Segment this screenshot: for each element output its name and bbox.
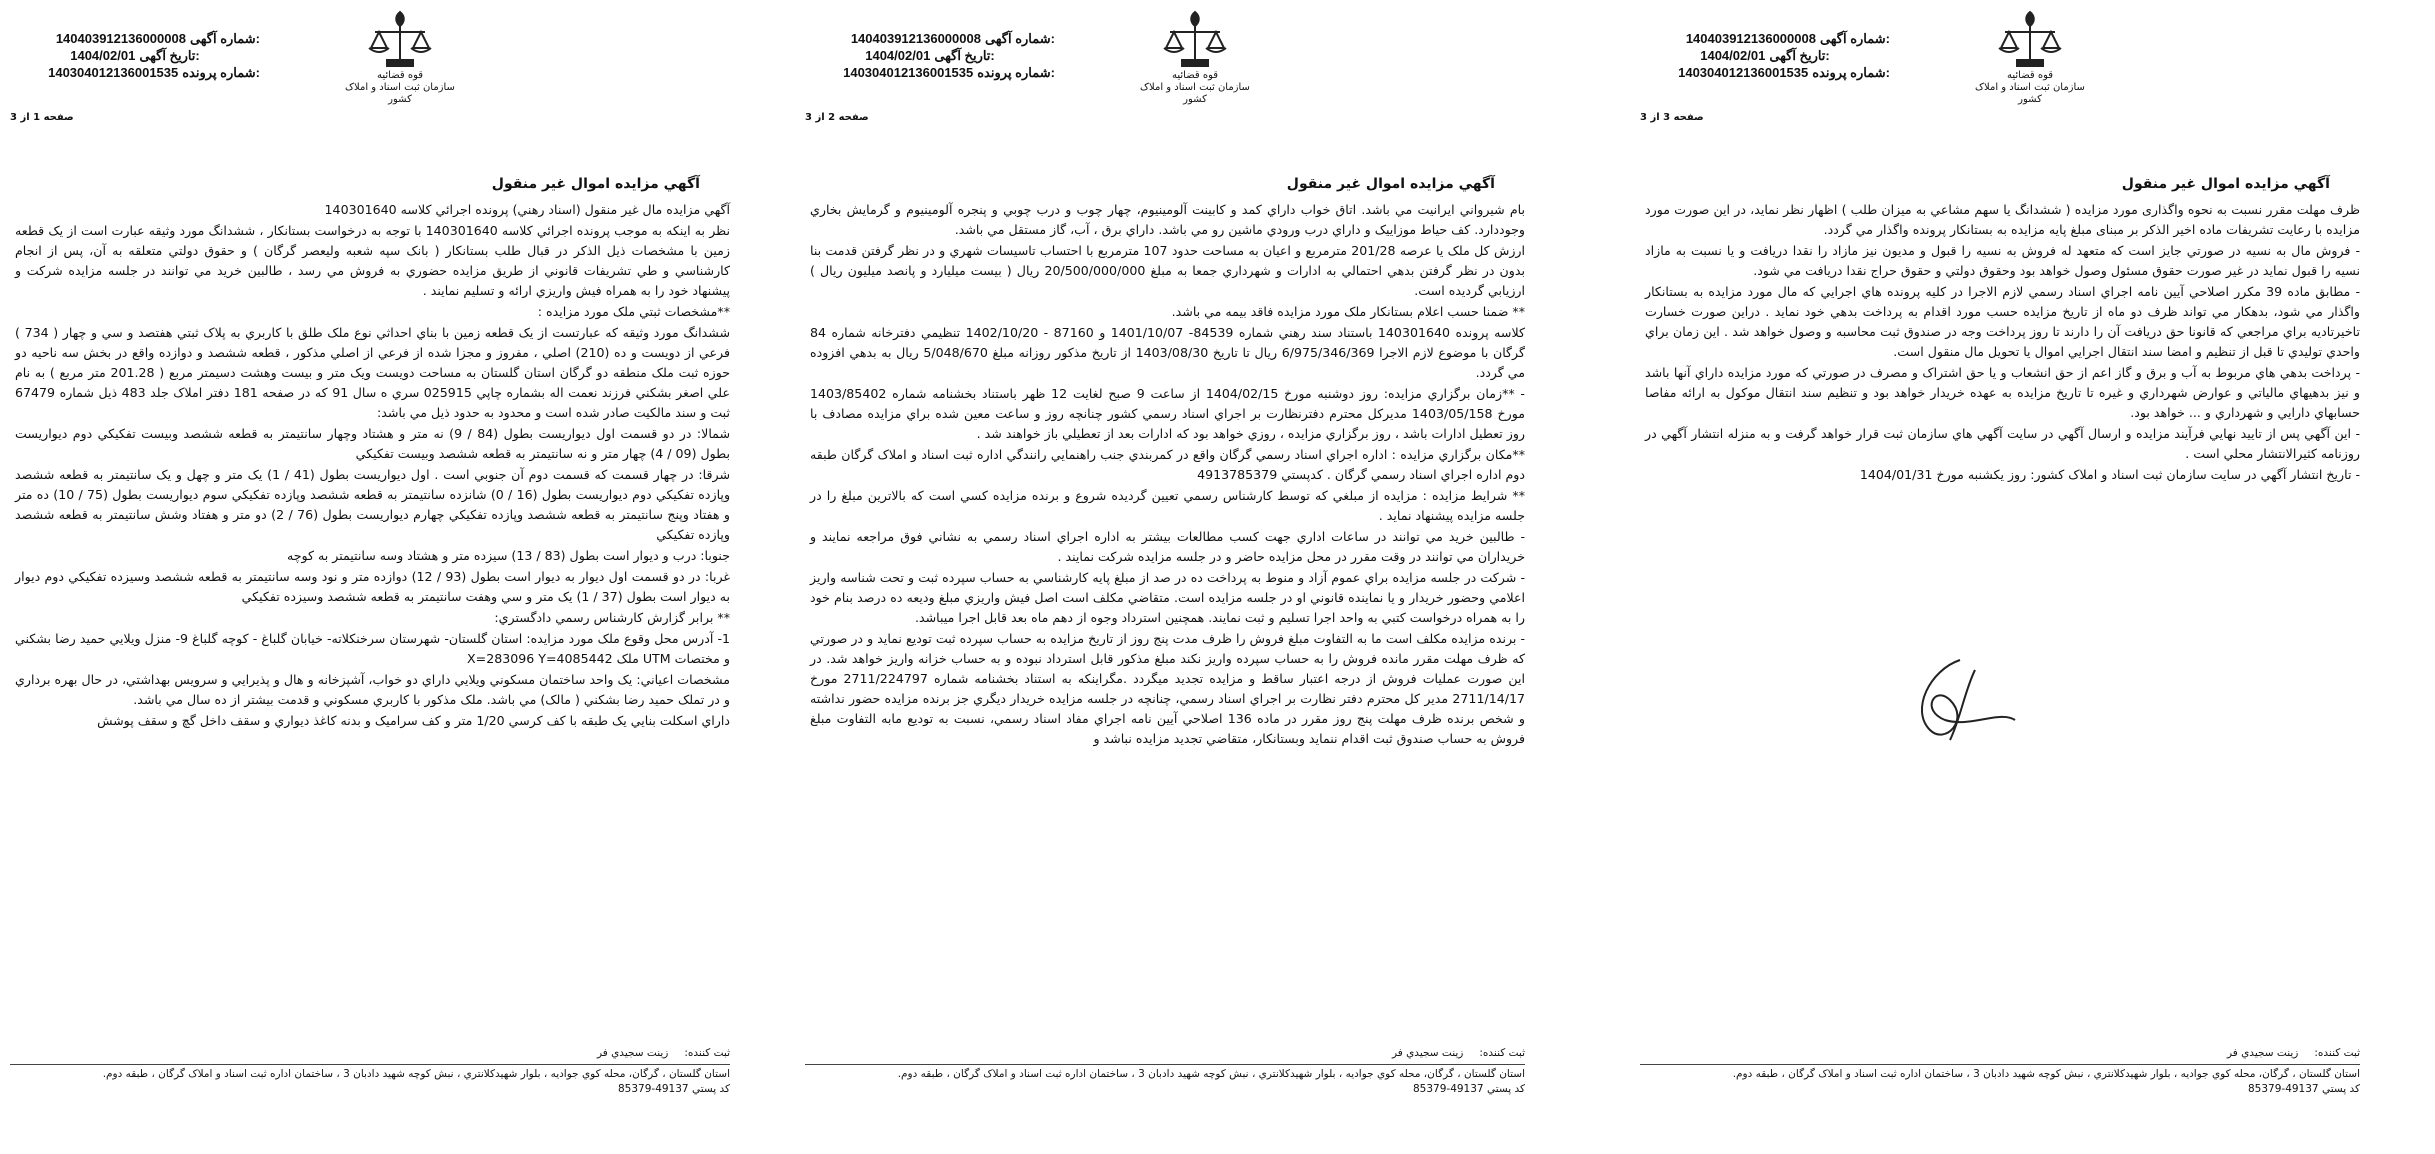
page-title: آگهي مزايده اموال غير منقول	[2121, 176, 2330, 192]
file-number-label: شماره پرونده:	[977, 65, 1055, 80]
ad-date-label: تاریخ آگهی:	[934, 48, 995, 63]
paragraph: شمالا: در دو قسمت اول ديواريست بطول (84 / 9) نه متر و هشتاد وچهار سانتيمتر به قطعه ششصد وبيست تفکيکي دوم ديواريست بطول (09 / 4) چهار متر و نه سانتيمتر به قطعه ششصد وبيست تفکيکي	[15, 426, 731, 461]
paragraph: جنوبا: درب و ديوار است بطول (83 / 13) سيزده متر و هشتاد وسه سانتيمتر به کوچه	[286, 548, 730, 563]
scales-of-justice-icon	[1160, 8, 1230, 70]
ad-number: 140403912136000008	[55, 31, 186, 46]
paragraph: **مکان برگزاري مزايده : اداره اجراي اسناد رسمي گرگان واقع در کمربندي جنب راهنمايي رانندگي اداره ثبت اسناد و املاک گرگان طبقه دوم اداره اجراي اسناد رسمي گرگان . کدپستي 4913785379	[810, 447, 1525, 482]
paragraph: - **زمان برگزاري مزايده: روز دوشنبه مورخ 1404/02/15 از ساعت 9 صبح لغايت 12 ظهر باستناد بخشنامه شماره 1403/85402 مورخ 1403/05/158 مديرکل محترم دفترنظارت بر اجراي اسناد رسمي کشور چنانچه روز و ساعت معين شده براي مزايده مصادف با روز تعطيل ادارات باشد ، روز برگزاري مزايده ، روزي خواهد بود که ادارات بعد از تعطيلي باز خواهند شد .	[810, 386, 1525, 441]
footer-divider	[10, 1064, 730, 1065]
paragraph: - شرکت در جلسه مزايده براي عموم آزاد و منوط به پرداخت ده در صد از مبلغ پايه کارشناسي به حساب سپرده ثبت و تحت شناسه واريز اعلامي وحضور خريدار و يا نماينده قانوني او در جلسه مزايده است. متقاضي مکلف است اصل فيش واريزي مبلغ وديعه ده درصد بنام خود را به همراه درخواست کتبي به واحد اجرا تسليم و ثبت نمايند. همچنين استرداد وجوه از دهم ماه بعد قابل اجرا ميباشد.	[810, 570, 1525, 625]
ad-date-label: تاریخ آگهی:	[1769, 48, 1830, 63]
judiciary-emblem	[1135, 8, 1255, 108]
ad-meta	[805, 30, 1055, 81]
registrar-name: زينت سجيدي فر	[2226, 1047, 2299, 1059]
ad-number-label: شماره آگهی:	[189, 31, 260, 46]
document-page-2	[805, 0, 1525, 1154]
paragraph: 1- آدرس محل وقوع ملک مورد مزايده: استان گلستان- شهرستان سرخنکلاته- خيابان گلباغ - کوچه گلباغ 9- منزل ويلايي حميد رضا بشکني و مختصات UTM ملک X=283096 Y=4085442	[15, 631, 731, 666]
emblem-caption-registry: سازمان ثبت اسناد و املاک کشور	[1975, 82, 2085, 105]
postal-code-label: کد پستي	[691, 1083, 730, 1095]
ad-body	[1645, 200, 2360, 486]
paragraph: - فروش مال به نسيه در صورتي جايز است که متعهد له فروش به نسيه را قبول و مديون نيز مازاد را نقدا دريافت و يا نسبت به مازاد نسيه را قبول نمايد در غير صورت حقوق مسئول وصول خواهد بود وحقوق دولتي و حقوق حراج نقدا دريافت مي شود.	[1645, 243, 2360, 278]
postal-code: 49137-85379	[1412, 1083, 1484, 1095]
page-number: صفحه 3 از 3	[1640, 112, 1704, 123]
office-address: استان گلستان ، گرگان، محله کوي جواديه ، بلوار شهيدکلانتري ، نبش کوچه شهيد دادبان 3 ، ساختمان اداره ثبت اسناد و املاک گرگان ، طبقه دوم.	[1732, 1068, 2360, 1080]
document-page-1	[10, 0, 730, 1154]
signature-icon	[1890, 650, 2030, 760]
paragraph: شرقا: در چهار قسمت که قسمت دوم آن جنوبي است . اول ديواريست بطول (41 / 1) يک متر و چهل و يک سانتيمتر به قطعه ششصد وپازده تفکيکي دوم ديواريست بطول (16 / 0) شانزده سانتيمتر به قطعه ششصد وپازده تفکيکي سوم ديواريست بطول (75 / 10) ده متر و هفتاد وپنج سانتيمتر به قطعه ششصد وپازده تفکيکي چهارم ديواريست بطول (76 / 2) دو متر و هفتاد وشش سانتيمتر به قطعه ششصد وپازده تفکيکي	[15, 467, 731, 542]
ad-number: 140403912136000008	[1685, 31, 1816, 46]
page-number: صفحه 1 از 3	[10, 112, 74, 123]
paragraph: - پرداخت بدهي هاي مربوط به آب و برق و گاز اعم از حق انشعاب و يا حق اشتراک و مصرف در صورتي که مورد مزايده داراي آنها باشد و نيز بدهيهاي مالياتي و عوارض شهرداري و غيره تا تاريخ مزايده به عهده خريدار خواهد بود و تنظيم سند انتقال موکول به ارائه مفاصا حسابهاي دارايي و شهرداري و ... خواهد بود.	[1645, 365, 2360, 420]
postal-code: 49137-85379	[617, 1083, 689, 1095]
registrar-label: ثبت کننده:	[2314, 1047, 2360, 1059]
paragraph: - اين آگهي پس از تاييد نهايي فرآيند مزايده و ارسال آگهي در سايت آگهي هاي سازمان ثبت قرار خواهد گرفت و به منزله انتشار آگهي در روزنامه کثيرالانتشار محلي است .	[1645, 426, 2360, 461]
page-number: صفحه 2 از 3	[805, 112, 869, 123]
postal-code-label: کد پستي	[1486, 1083, 1525, 1095]
paragraph: غربا: در دو قسمت اول ديوار به ديوار است بطول (93 / 12) دوازده متر و نود وسه سانتيمتر به قطعه ششصد وسيزده تفکيکي دوم ديوار به ديوار است بطول (37 / 1) يک متر و سي وهفت سانتيمتر به قطعه ششصد وسيزده تفکيکي	[15, 569, 730, 604]
ad-body	[15, 200, 730, 732]
paragraph: ظرف مهلت مقرر نسبت به نحوه واگذاری مورد مزايده ( ششدانگ يا سهم مشاعي به ميزان طلب ) اظهار نظر نمايد، در اين صورت مورد مزايده با رعايت تشريفات ماده اخير الذکر بر مبنای مبلغ پايه مزايده به بستانکار پرونده واگذار مي گردد.	[1645, 202, 2360, 237]
emblem-caption-registry: سازمان ثبت اسناد و املاک کشور	[345, 82, 455, 105]
office-address: استان گلستان ، گرگان، محله کوي جواديه ، بلوار شهيدکلانتري ، نبش کوچه شهيد دادبان 3 ، ساختمان اداره ثبت اسناد و املاک گرگان ، طبقه دوم.	[102, 1068, 730, 1080]
file-number: 140304012136001535	[843, 65, 974, 80]
registrar-name: زينت سجيدي فر	[1391, 1047, 1464, 1059]
page-title: آگهي مزايده اموال غير منقول	[1286, 176, 1495, 192]
scales-of-justice-icon	[365, 8, 435, 70]
footer-divider	[805, 1064, 1525, 1065]
ad-date: 1404/02/01	[70, 48, 136, 63]
paragraph: ** شرايط مزايده : مزايده از مبلغي که توسط کارشناس رسمي تعيين گرديده شروع و برنده مزايده کسي است که بالاترين مبلغ را در جلسه مزايده پيشنهاد نمايد .	[810, 488, 1525, 523]
paragraph: - تاريخ انتشار آگهي در سايت سازمان ثبت اسناد و املاک کشور: روز يکشنبه مورخ 1404/01/31	[1859, 467, 2360, 482]
postal-code: 49137-85379	[2247, 1083, 2319, 1095]
document-page-3	[1640, 0, 2360, 1154]
registrar-name: زينت سجيدي فر	[596, 1047, 669, 1059]
paragraph: مشخصات اعياني: يک واحد ساختمان مسکوني ويلايي داراي دو خواب، آشپزخانه و هال و پذيرايي و سرويس بهداشتي، در حال بهره برداري و در تملک حميد رضا بشکني ( مالک) مي باشد. ملک مذکور با کاربري مسکوني و قدمت بيشتر از ده سال مي باشد.	[15, 672, 730, 707]
paragraph: آگهي مزايده مال غير منقول (اسناد رهني) پرونده اجرائي کلاسه 140301640	[324, 202, 730, 217]
emblem-caption-judiciary: قوه قضائیه	[2006, 70, 2054, 81]
ad-number: 140403912136000008	[850, 31, 981, 46]
ad-date-label: تاریخ آگهی:	[139, 48, 200, 63]
judiciary-emblem	[340, 8, 460, 108]
ad-meta	[1640, 30, 1890, 81]
registrar-label: ثبت کننده:	[1479, 1047, 1525, 1059]
postal-code-label: کد پستي	[2321, 1083, 2360, 1095]
ad-number-label: شماره آگهی:	[984, 31, 1055, 46]
file-number-label: شماره پرونده:	[182, 65, 260, 80]
paragraph: - مطابق ماده 39 مکرر اصلاحي آيين نامه اجراي اسناد رسمي لازم الاجرا در کليه پرونده هاي اجرايي که مال مورد مزايده به بستانکار واگذار مي شود، بدهکار مي تواند ظرف دو ماه از تاريخ مزايده حسب مورد اقدام به پرداخت بدهي خود نمايد . دراين صورت خسارت تاخيرتاديه براي مراجعي که قانونا حق دريافت آن را دارند تا روز پرداخت وجه در صندوق ثبت محاسبه و وصول خواهد شد . اين زمان براي واحدي توليدي تا قبل از تنظيم و امضا سند انتقال اجرايي اموال يا تحويل مال منقول است.	[1645, 284, 2361, 359]
ad-body	[810, 200, 1525, 750]
emblem-caption-registry: سازمان ثبت اسناد و املاک کشور	[1140, 82, 1250, 105]
office-address: استان گلستان ، گرگان، محله کوي جواديه ، بلوار شهيدکلانتري ، نبش کوچه شهيد دادبان 3 ، ساختمان اداره ثبت اسناد و املاک گرگان ، طبقه دوم.	[897, 1068, 1525, 1080]
paragraph: ارزش کل ملک يا عرصه 201/28 مترمربع و اعيان به مساحت حدود 107 مترمربع با احتساب تاسيسات شهري و در نظر گرفتن قدمت بنا بدون در نظر گرفتن بدهي احتمالي به ادارات و شهرداري جمعا به مبلغ 20/500/000/000 ريال ( بيست ميليارد و پانصد ميليون ريال ) ارزيابي گرديده است.	[810, 243, 1525, 298]
emblem-caption-judiciary: قوه قضائیه	[1171, 70, 1219, 81]
paragraph: - طالبين خريد مي توانند در ساعات اداري جهت کسب مطالعات بيشتر به اداره اجراي اسناد رسمي به نشاني فوق مراجعه نمايند و خريداران مي توانند در وقت مقرر در محل مزايده حاضر و در جلسه مزايده شرکت نمايند .	[810, 529, 1525, 564]
emblem-caption-judiciary: قوه قضائیه	[376, 70, 424, 81]
paragraph: **مشخصات ثبتي ملک مورد مزايده :	[537, 304, 730, 319]
page-footer	[10, 1046, 730, 1097]
page-footer	[805, 1046, 1525, 1097]
paragraph: ** برابر گزارش کارشناس رسمي دادگستري:	[494, 610, 730, 625]
ad-number-label: شماره آگهی:	[1819, 31, 1890, 46]
paragraph: کلاسه پرونده 140301640 باستناد سند رهني شماره 84539- 1401/10/07 و 87160 - 1402/10/20 تنظيمي دفترخانه شماره 84 گرگان با موضوع لازم الاجرا 6/975/346/369 ريال تا تاريخ 1403/08/30 از تاريخ مذکور روزانه مبلغ 5/048/670 ريال به بدهي افزوده مي گردد.	[810, 325, 1525, 380]
page-title: آگهي مزايده اموال غير منقول	[491, 176, 700, 192]
paragraph: داراي اسکلت بنايي يک طبقه با کف کرسي 1/20 متر و کف سراميک و بدنه کاغذ ديواري و سقف داخل گچ و سقف پوشش	[97, 713, 730, 728]
file-number: 140304012136001535	[1678, 65, 1809, 80]
ad-date: 1404/02/01	[1700, 48, 1766, 63]
judiciary-emblem	[1970, 8, 2090, 108]
file-number-label: شماره پرونده:	[1812, 65, 1890, 80]
scales-of-justice-icon	[1995, 8, 2065, 70]
paragraph: بام شيرواني ايرانيت مي باشد. اتاق خواب داراي کمد و کابينت آلومينيوم، چهار چوب و درب چوبي و پنجره آلومينيوم و گرمايش بخاري وجوددارد. کف حياط موزاييک و داراي درب ورودي ماشين رو مي باشد. داراي برق ، آب، گاز مستقل مي باشد.	[810, 202, 1525, 237]
paragraph: ** ضمنا حسب اعلام بستانکار ملک مورد مزايده فاقد بيمه مي باشد.	[1171, 304, 1525, 319]
paragraph: ششدانگ مورد وثيقه که عبارتست از يک قطعه زمين با بناي احداثي نوع ملک طلق با کاربري به پلاک ثبتي هفتصد و سي و چهار ( 734 ) فرعي از دويست و ده (210) اصلي ، مفروز و مجزا شده از فرعي از اصلي مذکور ، قطعه ششصد و دوازده واقع در بخش سه ناحيه دو حوزه ثبت ملک منطقه دو گرگان استان گلستان به مساحت دويست ويک متر و بيست وهشت دسيمتر مربع ( 201.28 متر مربع ) به نام علي اصغر بشکني فرزند نعمت اله بشماره چاپي 025915 سري ه سال 91 که در صفحه 181 دفتر املاک جلد 483 ذيل شماره 67479 ثبت و سند مالکيت صادر شده است و محدود به حدود ذيل مي باشد:	[15, 325, 731, 420]
file-number: 140304012136001535	[48, 65, 179, 80]
paragraph: - برنده مزايده مکلف است ما به التفاوت مبلغ فروش را ظرف مدت پنج روز از تاريخ مزايده به حساب سپرده ثبت توديع نمايد و در صورتي که ظرف مهلت مقرر مانده فروش را به حساب سپرده واريز نکند مبلغ مذکور قابل استرداد نبوده و به حساب خزانه واريز خواهد شد. در اين صورت عمليات فروش از درجه اعتبار ساقط و مزايده تجديد ميگردد .مگراينکه به استناد بخشنامه شماره 2711/224797 مورخ 2711/14/17 مدير کل محترم دفتر نظارت بر اجراي اسناد رسمي، چنانچه در جلسه مزايده خريدار ديگري جز برنده مزايده حضور نداشته و شخص برنده ظرف مهلت پنج روز مقرر در ماده 136 اصلاحي آيين نامه اجراي مفاد اسناد رسمي، نسبت به توديع مابه التفاوت مبلغ فروش به حساب صندوق ثبت اقدام ننمايد وبستانکار، متقاضي تجديد مزايده نباشد و	[810, 631, 1525, 746]
registrar-label: ثبت کننده:	[684, 1047, 730, 1059]
ad-meta	[10, 30, 260, 81]
ad-date: 1404/02/01	[865, 48, 931, 63]
paragraph: نظر به اينکه به موجب پرونده اجرائي کلاسه 140301640 با توجه به درخواست بستانکار ، ششدانگ مورد وثيقه عبارت است از يک قطعه زمين با مشخصات ذيل الذکر در قبال طلب بستانکار ( بانک سپه شعبه وليعصر گرگان ) و حقوق دولتي متعلقه به آن، پس از انجام کارشناسي و طي تشريفات قانوني از طريق مزايده حضوري به فروش مي رسد ، طالبين خريد مي توانند در جلسه مزايده شرکت و پيشنهاد خود را به همراه فيش واريزي ارائه و تسليم نمايند .	[15, 223, 730, 298]
footer-divider	[1640, 1064, 2360, 1065]
page-footer	[1640, 1046, 2360, 1097]
